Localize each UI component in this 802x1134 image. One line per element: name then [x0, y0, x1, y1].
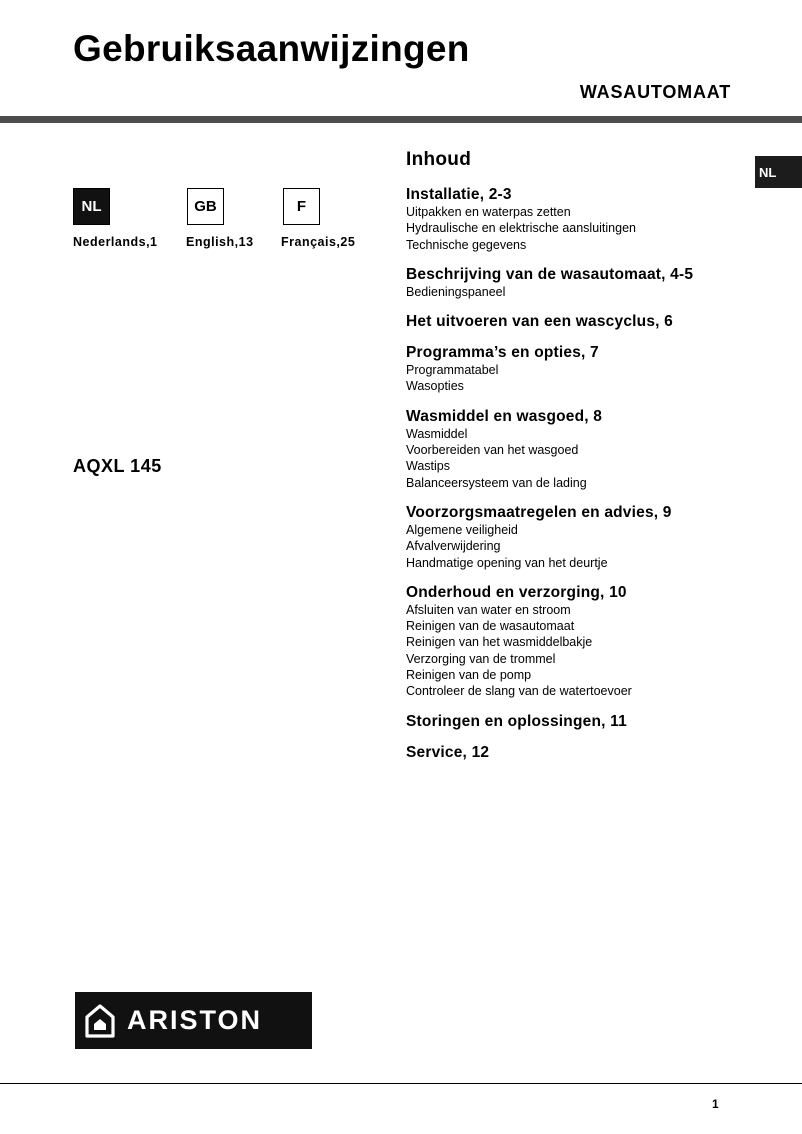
brand-name: ARISTON	[127, 1005, 263, 1035]
toc-subitem[interactable]: Afsluiten van water en stroom	[406, 602, 571, 617]
toc-section-title[interactable]: Service, 12	[406, 743, 490, 761]
toc-section	[406, 343, 756, 395]
toc-subitem[interactable]: Wastips	[406, 459, 450, 474]
toc-section	[406, 583, 756, 700]
table-of-contents	[406, 149, 756, 774]
toc-subitem[interactable]: Controleer de slang van de watertoevoer	[406, 684, 632, 699]
house-icon	[85, 1004, 115, 1038]
toc-section-title[interactable]: Installatie, 2-3	[406, 186, 512, 203]
header-divider	[0, 116, 802, 123]
language-nl[interactable]	[73, 188, 158, 249]
toc-section	[406, 312, 756, 331]
toc-section	[406, 185, 756, 253]
language-caption: Français,25	[281, 235, 356, 249]
toc-subitem[interactable]: Technische gegevens	[406, 237, 527, 252]
language-code-box[interactable]: GB	[187, 188, 224, 225]
toc-subitem[interactable]: Hydraulische en elektrische aansluitingen	[406, 221, 636, 236]
document-subtitle: WASAUTOMAAT	[579, 82, 731, 102]
toc-section-title[interactable]: Storingen en oplossingen, 11	[406, 712, 627, 730]
toc-section	[406, 743, 756, 762]
toc-subitem[interactable]: Algemene veiligheid	[406, 522, 518, 537]
language-code-box[interactable]: NL	[73, 188, 110, 225]
ariston-logo	[75, 992, 312, 1049]
toc-subitem[interactable]: Wasmiddel	[406, 426, 468, 441]
toc-section	[406, 503, 756, 571]
model-number: AQXL 145	[73, 456, 162, 476]
page-title: Gebruiksaanwijzingen	[73, 28, 470, 69]
toc-section	[406, 407, 756, 491]
toc-subitem[interactable]: Verzorging van de trommel	[406, 651, 556, 666]
language-code-box[interactable]: F	[283, 188, 320, 225]
language-f[interactable]	[281, 188, 356, 249]
language-side-tab: NL	[755, 156, 802, 188]
toc-section	[406, 712, 756, 731]
language-caption: Nederlands,1	[73, 235, 158, 249]
toc-subitem[interactable]: Bedieningspaneel	[406, 284, 506, 299]
toc-section-title[interactable]: Programma’s en opties, 7	[406, 344, 599, 362]
language-gb[interactable]	[186, 188, 254, 249]
toc-subitem[interactable]: Afvalverwijdering	[406, 539, 501, 554]
page-number: 1	[712, 1097, 719, 1111]
toc-subitem[interactable]: Handmatige opening van het deurtje	[406, 555, 608, 570]
toc-section-title[interactable]: Onderhoud en verzorging, 10	[406, 583, 627, 601]
toc-subitem[interactable]: Programmatabel	[406, 363, 499, 378]
toc-subitem[interactable]: Balanceersysteem van de lading	[406, 475, 587, 490]
toc-subitem[interactable]: Reinigen van de pomp	[406, 668, 532, 683]
toc-subitem[interactable]: Wasopties	[406, 379, 464, 394]
toc-subitem[interactable]: Uitpakken en waterpas zetten	[406, 205, 571, 219]
toc-section-title[interactable]: Beschrijving van de wasautomaat, 4-5	[406, 265, 694, 283]
toc-heading: Inhoud	[406, 149, 472, 170]
toc-subitem[interactable]: Reinigen van de wasautomaat	[406, 619, 575, 634]
toc-section-title[interactable]: Het uitvoeren van een wascyclus, 6	[406, 313, 673, 331]
toc-section	[406, 265, 756, 300]
toc-subitem[interactable]: Voorbereiden van het wasgoed	[406, 443, 579, 458]
toc-subitem[interactable]: Reinigen van het wasmiddelbakje	[406, 635, 593, 650]
toc-section-title[interactable]: Voorzorgsmaatregelen en advies, 9	[406, 503, 672, 521]
footer-divider	[0, 1083, 802, 1084]
toc-section-title[interactable]: Wasmiddel en wasgoed, 8	[406, 407, 603, 425]
language-caption: English,13	[186, 235, 254, 249]
